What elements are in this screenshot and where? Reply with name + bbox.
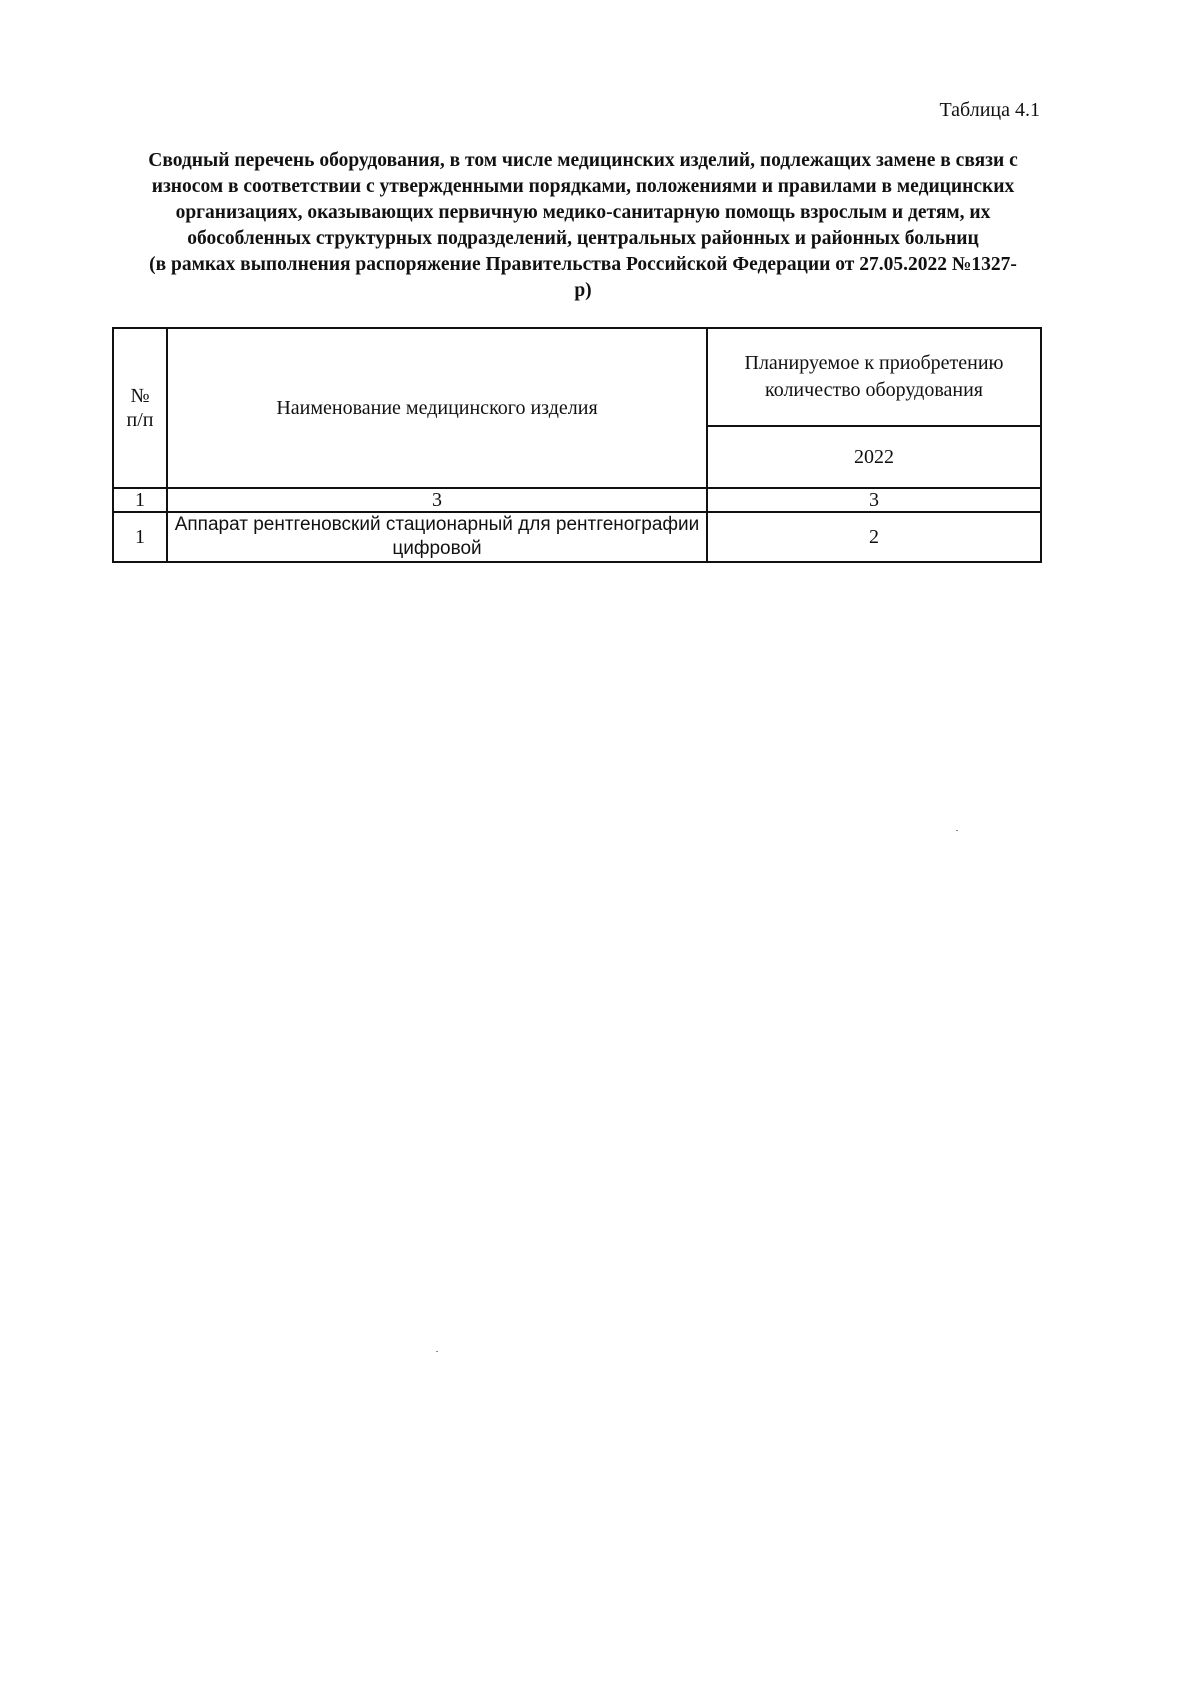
column-index-cell: 1 [113, 488, 167, 512]
header-row [113, 328, 1041, 426]
title-line: Сводный перечень оборудования, в том числе медицинских изделий, подлежащих замене в связи с [148, 150, 1018, 171]
title-line: р) [574, 280, 592, 301]
column-index-cell: 3 [167, 488, 707, 512]
column-index-cell: 3 [707, 488, 1041, 512]
scan-speck [436, 1351, 438, 1352]
column-index-row [113, 488, 1041, 512]
header-quantity-line: количество оборудования [765, 379, 983, 401]
row-quantity-cell: 2 [707, 512, 1041, 562]
table-row [113, 512, 1041, 562]
row-name-cell [167, 512, 707, 562]
title-line: организациях, оказывающих первичную медико-санитарную помощь взрослым и детям, их [175, 202, 991, 223]
title-line: износом в соответствии с утвержденными порядками, положениями и правилами в медицинских [151, 176, 1015, 197]
row-name-line: цифровой [392, 538, 482, 559]
scan-speck [956, 830, 958, 831]
row-number-cell: 1 [113, 512, 167, 562]
document-title [116, 148, 1050, 304]
table-label: Таблица 4.1 [939, 99, 1040, 121]
header-quantity-cell [707, 328, 1041, 426]
equipment-table [112, 327, 1042, 563]
header-number-cell [113, 328, 167, 488]
title-line: (в рамках выполнения распоряжение Правительства Российской Федерации от 27.05.2022 №1327- [149, 254, 1017, 275]
row-name-line: Аппарат рентгеновский стационарный для рентгенографии [174, 514, 700, 535]
title-line: обособленных структурных подразделений, центральных районных и районных больниц [187, 228, 979, 249]
header-quantity-line: Планируемое к приобретению [744, 352, 1004, 374]
header-year-cell: 2022 [707, 426, 1041, 488]
header-number-abbrev: п/п [126, 409, 154, 431]
header-name-cell: Наименование медицинского изделия [167, 328, 707, 488]
header-number-symbol: № [130, 385, 150, 407]
